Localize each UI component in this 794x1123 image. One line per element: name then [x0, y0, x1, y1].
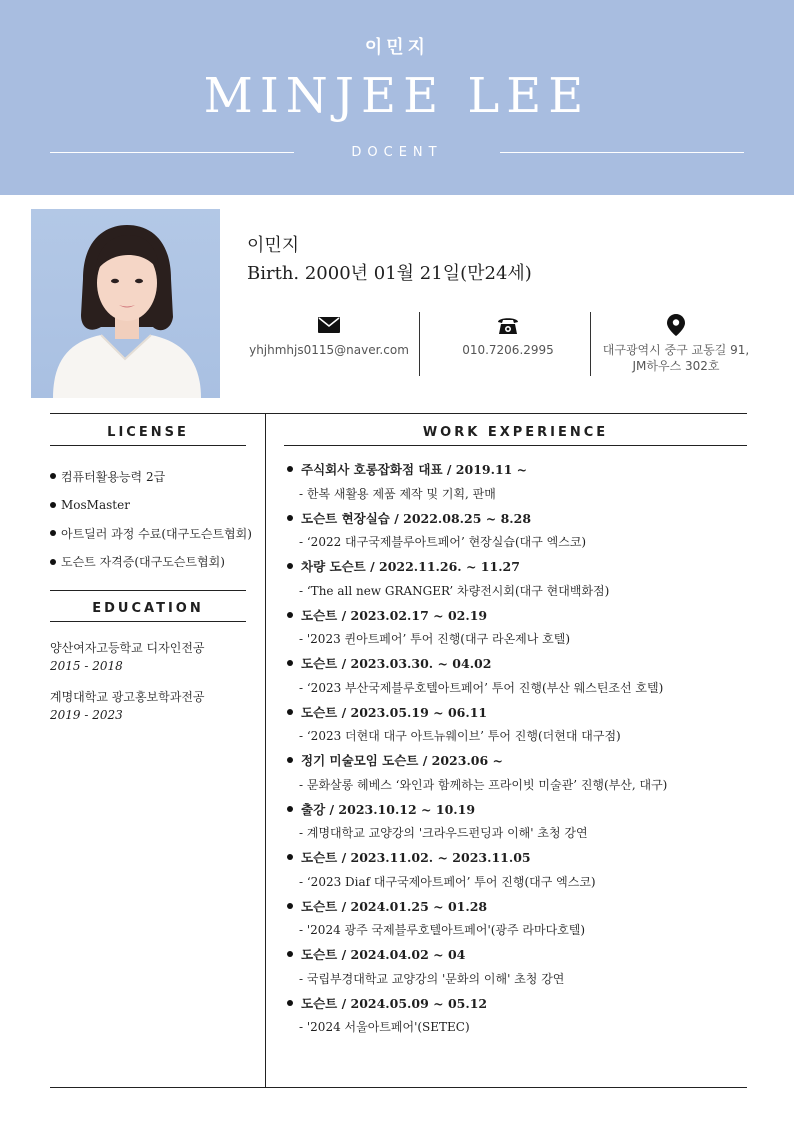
education-title-overline [50, 590, 246, 591]
list-item: 도슨트 / 2023.02.17 ~ 02.19 - '2023 퀸아트페어’ 투어 진행(대구 라온제나 호텔) [285, 603, 745, 652]
contact-phone [423, 312, 593, 358]
address-line-2: JM하우스 302호 [632, 359, 720, 373]
license-title-underline [50, 445, 246, 446]
header-divider-right [500, 152, 744, 153]
list-item: 도슨트 / 2024.05.09 ~ 05.12 - '2024 서울아트페어'(SETEC) [285, 991, 745, 1040]
list-item: 도슨트 / 2024.04.02 ~ 04 - 국립부경대학교 교양강의 '문화의 이해' 초청 강연 [285, 942, 745, 991]
content-top-divider [50, 413, 747, 414]
work-list [285, 457, 745, 1039]
list-item: 도슨트 / 2023.03.30. ~ 04.02 - ‘2023 부산국제블루호텔아트페어’ 투어 진행(부산 웨스틴조선 호텔) [285, 651, 745, 700]
list-item: MosMaster [50, 491, 265, 520]
content-bottom-divider [50, 1087, 747, 1088]
email-text[interactable]: yhjhmhjs0115@naver.com [249, 343, 409, 357]
email-icon [244, 312, 414, 338]
contact-email [244, 312, 414, 358]
list-item: 도슨트 / 2024.01.25 ~ 01.28 - '2024 광주 국제블루호텔아트페어'(광주 라마다호텔) [285, 894, 745, 943]
school-name: 계명대학교 광고홍보학과전공 [50, 690, 205, 704]
korean-name: 이민지 [364, 37, 430, 58]
list-item: 컴퓨터활용능력 2급 [50, 462, 265, 491]
school-name: 양산여자고등학교 디자인전공 [50, 641, 205, 655]
location-pin-icon [591, 312, 761, 338]
license-list [50, 462, 265, 576]
list-item: 차량 도슨트 / 2022.11.26. ~ 11.27 - ‘The all new GRANGER’ 차량전시회(대구 현대백화점) [285, 554, 745, 603]
education-title: EDUCATION [92, 601, 204, 616]
school-years: 2019 - 2023 [50, 708, 123, 722]
contact-address [591, 312, 761, 374]
role-title: DOCENT [351, 145, 443, 160]
list-item: 도슨트 / 2023.05.19 ~ 06.11 - ‘2023 더현대 대구 아트뉴웨이브’ 투어 진행(더현대 대구점) [285, 700, 745, 749]
contact-separator [419, 312, 420, 376]
list-item: 주식회사 호롱잡화점 대표 / 2019.11 ~ - 한복 새활용 제품 제작 및 기획, 판매 [285, 457, 745, 506]
education-item [50, 639, 265, 675]
school-years: 2015 - 2018 [50, 659, 123, 673]
work-title: WORK EXPERIENCE [422, 425, 609, 440]
phone-icon [423, 312, 593, 338]
phone-text[interactable]: 010.7206.2995 [462, 343, 554, 357]
list-item: 정기 미술모임 도슨트 / 2023.06 ~ - 문화살롱 헤베스 ‘와인과 함께하는 프라이빗 미술관’ 진행(부산, 대구) [285, 748, 745, 797]
column-divider [265, 413, 266, 1088]
list-item: 도슨트 현장실습 / 2022.08.25 ~ 8.28 - ‘2022 대구국제블루아트페어’ 현장실습(대구 엑스코) [285, 506, 745, 555]
profile-name: 이민지 [247, 235, 300, 256]
list-item: 도슨트 / 2023.11.02. ~ 2023.11.05 - ‘2023 Diaf 대구국제아트페어’ 투어 진행(대구 엑스코) [285, 845, 745, 894]
education-title-underline [50, 621, 246, 622]
english-name: MINJEE LEE [203, 68, 591, 124]
profile-photo [31, 209, 220, 398]
list-item: 아트딜러 과정 수료(대구도슨트협회) [50, 519, 265, 548]
list-item: 출강 / 2023.10.12 ~ 10.19 - 계명대학교 교양강의 '크라우드펀딩과 이해' 초청 강연 [285, 797, 745, 846]
work-title-underline [284, 445, 747, 446]
license-title: LICENSE [107, 425, 189, 440]
profile-birth: Birth. 2000년 01월 21일(만24세) [247, 263, 532, 284]
address-line-1: 대구광역시 중구 교동길 91, [602, 343, 750, 357]
header-banner [0, 0, 794, 195]
education-item [50, 688, 265, 724]
list-item: 도슨트 자격증(대구도슨트협회) [50, 548, 265, 577]
